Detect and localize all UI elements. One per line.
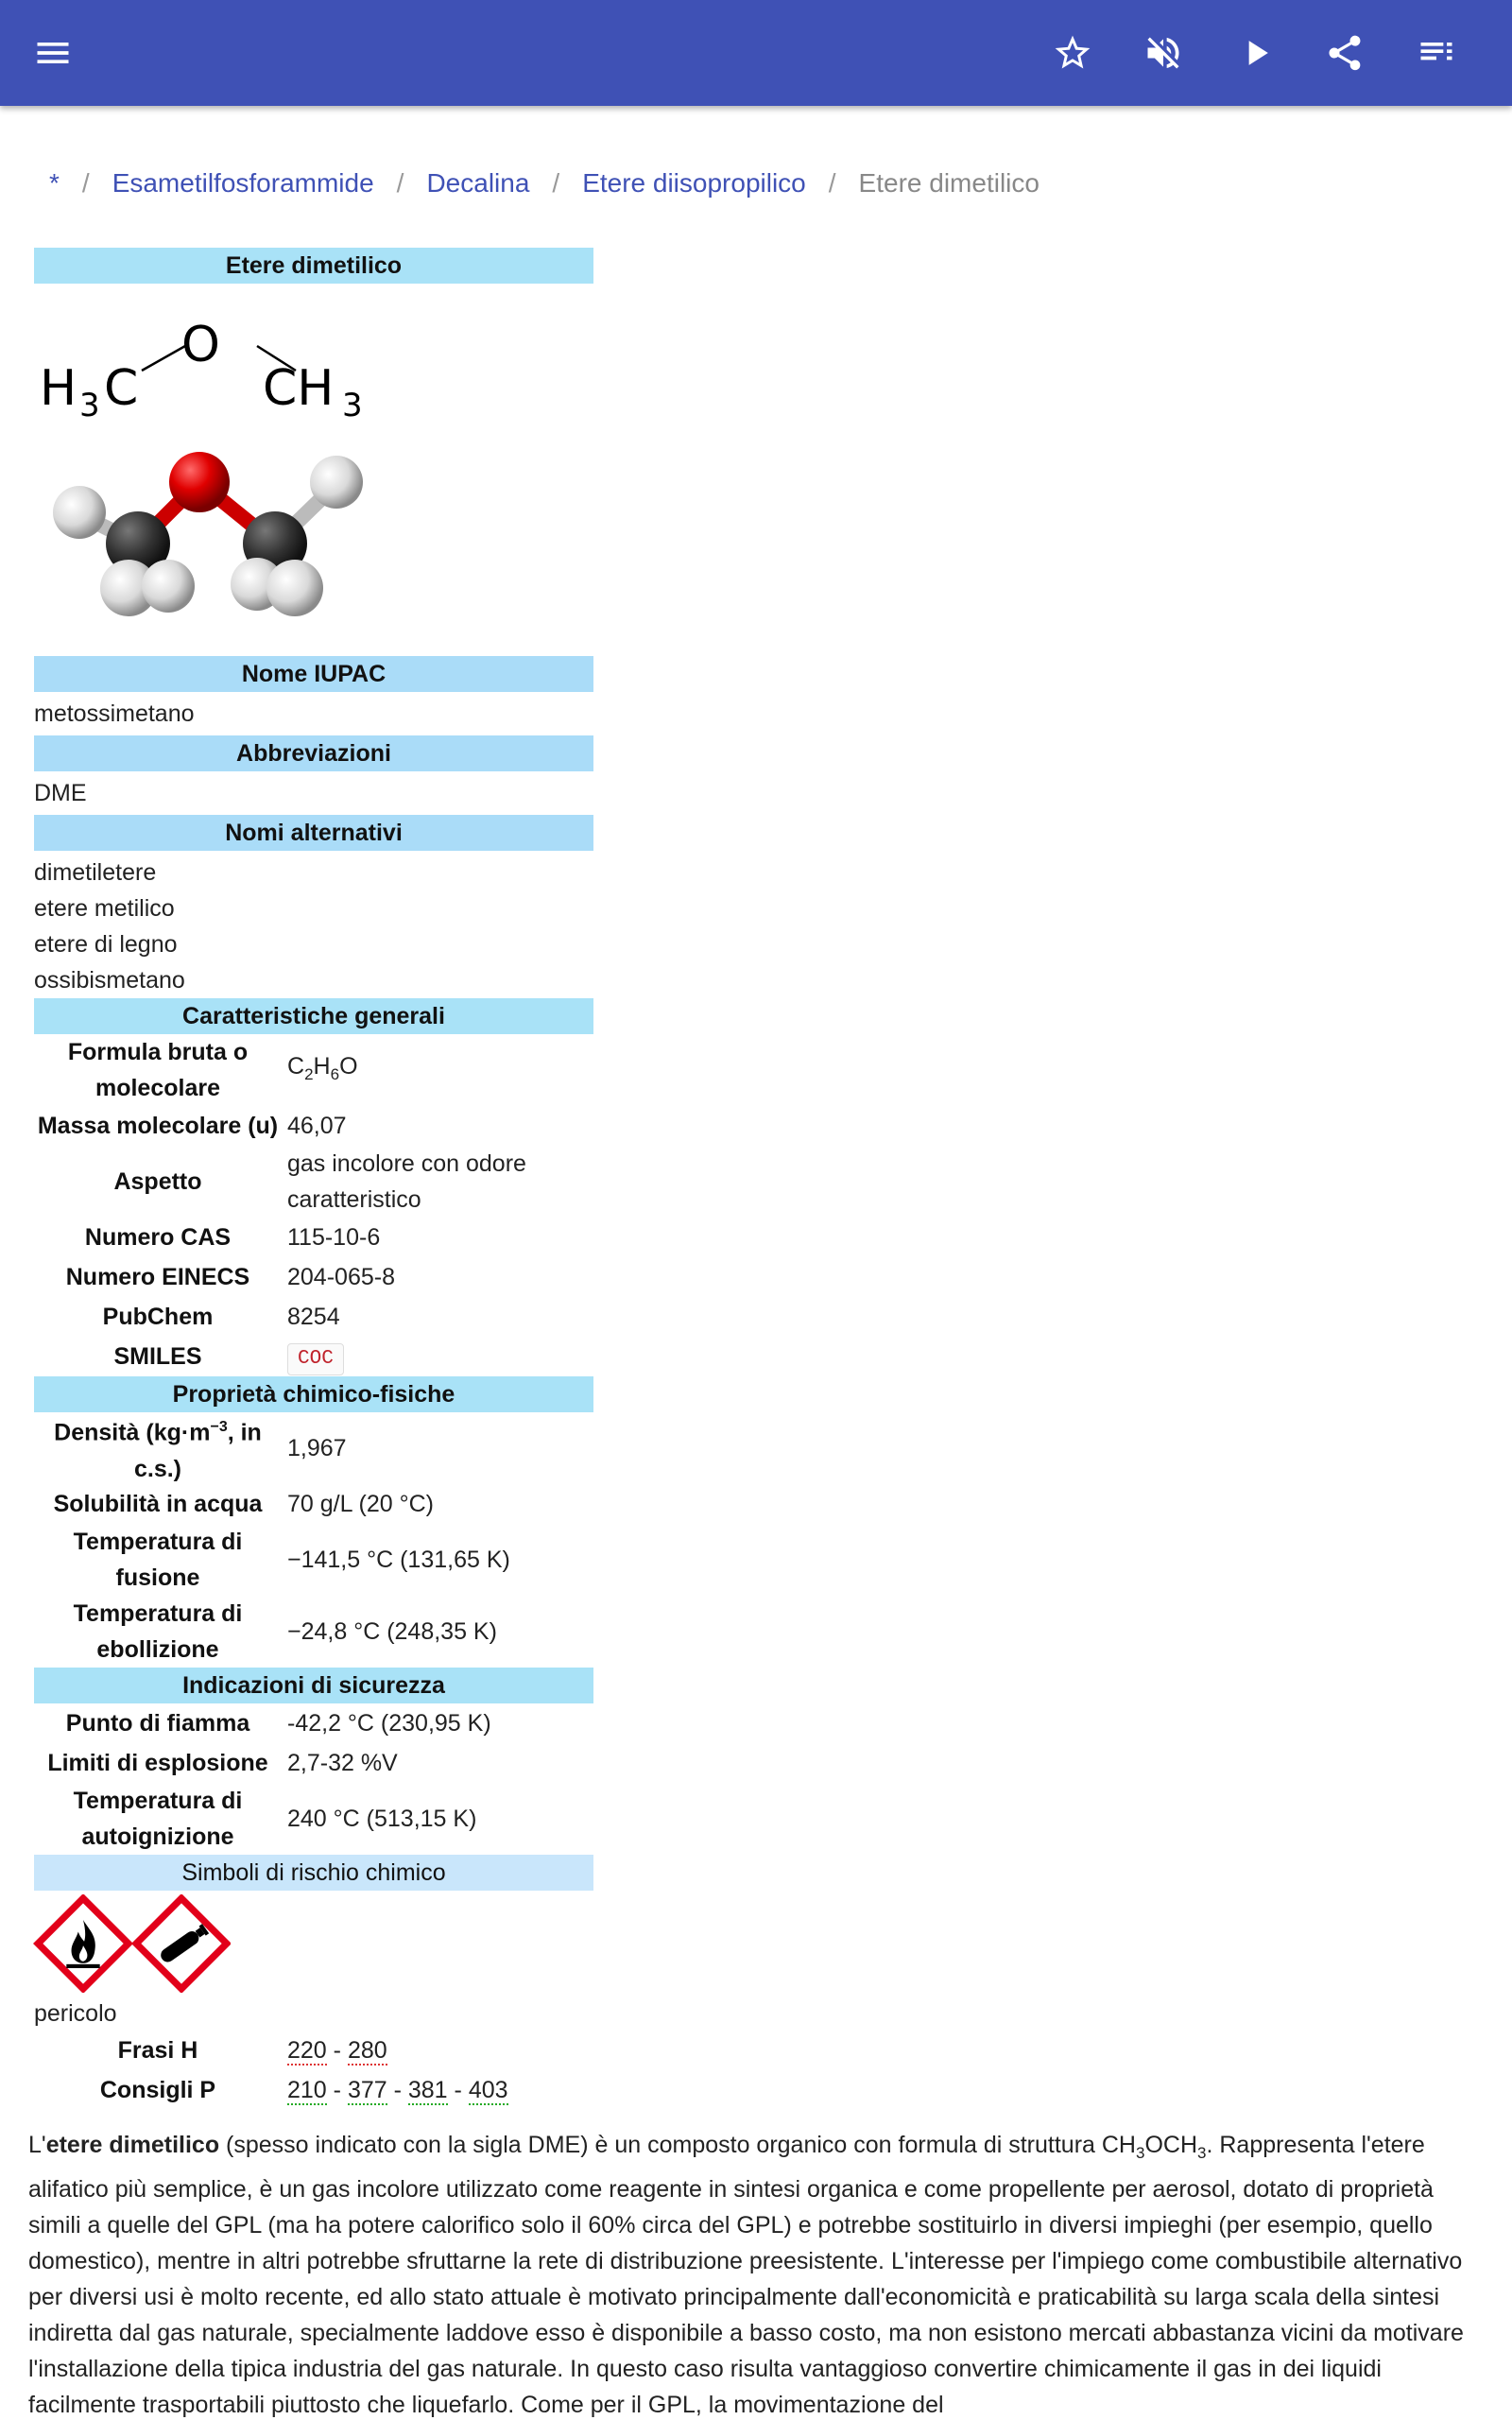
row-h-phrases xyxy=(34,2031,593,2070)
molecule-3d-image xyxy=(34,425,593,656)
solubility-label: Solubilità in acqua xyxy=(53,1491,263,1517)
infobox-title: Etere dimetilico xyxy=(34,248,593,284)
p-phrase-link[interactable]: 377 xyxy=(347,2077,387,2103)
breadcrumb-separator: / xyxy=(396,168,404,198)
boiling-point-label: Temperatura di ebollizione xyxy=(73,1600,243,1663)
alt-name-item: etere di legno xyxy=(34,931,178,958)
row-molar-mass xyxy=(34,1106,593,1146)
p-phrase-link[interactable]: 403 xyxy=(468,2077,508,2103)
structure-oxygen: O xyxy=(181,317,220,373)
autoignition-label: Temperatura di autoignizione xyxy=(73,1788,243,1850)
formula-label: Formula bruta o molecolare xyxy=(67,1039,249,1101)
smiles-label: SMILES xyxy=(113,1343,202,1370)
structure-left-h: H xyxy=(40,360,77,417)
flash-point-label: Punto di fiamma xyxy=(65,1710,250,1737)
row-einecs xyxy=(34,1257,593,1297)
einecs-value: 204-065-8 xyxy=(287,1264,395,1290)
hazard-signal-word: pericolo xyxy=(34,2000,117,2027)
structural-formula xyxy=(34,284,593,425)
star-icon[interactable] xyxy=(1045,26,1100,80)
row-p-phrases xyxy=(34,2070,593,2110)
gas-cylinder-icon xyxy=(132,1894,231,1993)
section-physical-properties: Proprietà chimico-fisiche xyxy=(34,1376,593,1412)
ball-and-stick-drawing xyxy=(34,425,393,652)
explosion-limits-label: Limiti di esplosione xyxy=(47,1750,268,1776)
menu-icon[interactable] xyxy=(26,26,80,80)
molar-mass-label: Massa molecolare (u) xyxy=(37,1113,279,1139)
alternative-names-list xyxy=(34,851,593,998)
row-boiling-point xyxy=(34,1596,593,1668)
row-cas xyxy=(34,1218,593,1257)
row-explosion-limits xyxy=(34,1743,593,1783)
smiles-value: COC xyxy=(287,1343,344,1375)
smiles-cell xyxy=(282,1338,593,1375)
section-general-properties: Caratteristiche generali xyxy=(34,998,593,1034)
playlist-icon[interactable] xyxy=(1409,26,1464,80)
row-autoignition xyxy=(34,1783,593,1855)
iupac-value: metossimetano xyxy=(34,700,195,727)
explosion-limits-value: 2,7-32 %V xyxy=(287,1750,398,1776)
melting-point-label: Temperatura di fusione xyxy=(73,1529,243,1591)
melting-point-value: −141,5 °C (131,65 K) xyxy=(287,1547,510,1573)
structural-formula-drawing xyxy=(34,284,393,425)
appearance-label: Aspetto xyxy=(113,1168,202,1195)
breadcrumb-separator: / xyxy=(552,168,560,198)
row-solubility xyxy=(34,1484,593,1524)
article-paragraph: L'etere dimetilico (spesso indicato con la sigla DME) è un composto organico con formula di struttura $CH_3OCH_3$. Rappresenta l'etere alifatico più semplice, è un gas incolore utilizzato come reagente in sintesi organica e come propellente per aerosol, dotato di proprietà simili a quelle del GPL (ma ha potere calorifico solo il 60% circa del GPL) e potrebbe sostituirlo in diversi impieghi (per esempio, quello domestico), mentre in altri potrebbe sfruttarne la rete di distribuzione preesistente. L'interesse per l'impiego come combustibile alternativo per diversi usi è molto recente, ed allo stato attuale è motivato principalmente dall'economicità e praticabilità su larga scala della sintesi indiretta dal gas naturale, specialmente laddove esso è disponibile a basso costo, ma non esistono mercati abbastanza vicini da motivare l'installazione della tipica industria del gas naturale. In questo caso risulta vantaggioso convertire chimicamente il gas in dei liquidi facilmente trasportabili piuttosto che liquefarlo. Come per il GPL, la movimentazione del xyxy=(28,2132,1464,2418)
section-abbreviations: Abbreviazioni xyxy=(34,735,593,771)
abbreviation-value: DME xyxy=(34,780,87,806)
boiling-point-value: −24,8 °C (248,35 K) xyxy=(287,1618,497,1645)
cas-value: 115-10-6 xyxy=(287,1224,381,1251)
einecs-label: Numero EINECS xyxy=(65,1264,250,1290)
structure-left-sub: 3 xyxy=(79,387,100,424)
row-melting-point xyxy=(34,1524,593,1596)
article-subject: etere dimetilico xyxy=(45,2132,220,2158)
breadcrumb-item-esametilfosforammide[interactable]: Esametilfosforammide xyxy=(112,168,374,198)
row-formula xyxy=(34,1034,593,1106)
article-body xyxy=(28,2127,1484,2420)
flash-point-value: -42,2 °C (230,95 K) xyxy=(287,1710,491,1737)
row-flash-point xyxy=(34,1703,593,1743)
breadcrumb-item-home[interactable]: * xyxy=(49,168,60,198)
appearance-value: gas incolore con odore caratteristico xyxy=(287,1150,526,1213)
row-pubchem xyxy=(34,1297,593,1337)
p-phrases-label: Consigli P xyxy=(99,2077,216,2103)
section-hazard-symbols: Simboli di rischio chimico xyxy=(34,1855,593,1891)
row-density xyxy=(34,1412,593,1484)
flame-icon xyxy=(31,1894,135,1993)
breadcrumb-current: Etere dimetilico xyxy=(858,168,1040,198)
density-label: Densità ($kg\cdot m^{-3}$, in c.s.) xyxy=(54,1419,262,1482)
h-phrase-link[interactable]: 280 xyxy=(347,2037,387,2064)
structure-right-ch: CH xyxy=(263,360,335,417)
breadcrumb-item-decalina[interactable]: Decalina xyxy=(426,168,530,198)
structure-right-sub: 3 xyxy=(342,387,363,424)
volume-off-icon[interactable] xyxy=(1136,26,1191,80)
alt-name-item: etere metilico xyxy=(34,895,175,922)
share-icon[interactable] xyxy=(1317,26,1372,80)
breadcrumb-separator: / xyxy=(828,168,836,198)
ghs-pictograms xyxy=(34,1891,593,1993)
formula-value: $C_2H_6O$ xyxy=(287,1052,358,1083)
row-appearance xyxy=(34,1146,593,1218)
pubchem-label: PubChem xyxy=(102,1304,214,1330)
row-smiles xyxy=(34,1337,593,1376)
section-alternative-names: Nomi alternativi xyxy=(34,815,593,851)
play-icon[interactable] xyxy=(1228,26,1283,80)
alt-name-item: dimetiletere xyxy=(34,859,157,886)
breadcrumb-separator: / xyxy=(81,168,90,198)
section-iupac: Nome IUPAC xyxy=(34,656,593,692)
molar-mass-value: 46,07 xyxy=(287,1113,347,1139)
solubility-value: 70 g/L (20 °C) xyxy=(287,1491,434,1517)
p-phrases-value: 210 - 377 - 381 - 403 xyxy=(287,2077,508,2103)
density-value: 1,967 xyxy=(287,1435,347,1461)
breadcrumb xyxy=(49,168,1040,199)
p-phrase-link[interactable]: 381 xyxy=(407,2077,448,2103)
infobox xyxy=(34,248,593,2110)
h-phrases-value: 220 - 280 xyxy=(287,2037,387,2064)
breadcrumb-item-etere-diisopropilico[interactable]: Etere diisopropilico xyxy=(582,168,806,198)
h-phrase-link[interactable]: 220 xyxy=(287,2037,327,2064)
cas-label: Numero CAS xyxy=(84,1224,232,1251)
p-phrase-link[interactable]: 210 xyxy=(287,2077,327,2103)
h-phrases-label: Frasi H xyxy=(117,2037,198,2064)
structure-left-c: C xyxy=(104,360,139,417)
autoignition-value: 240 °C (513,15 K) xyxy=(287,1806,477,1832)
section-safety: Indicazioni di sicurezza xyxy=(34,1668,593,1703)
app-bar xyxy=(0,0,1512,106)
alt-name-item: ossibismetano xyxy=(34,967,185,994)
pubchem-value: 8254 xyxy=(287,1304,340,1330)
